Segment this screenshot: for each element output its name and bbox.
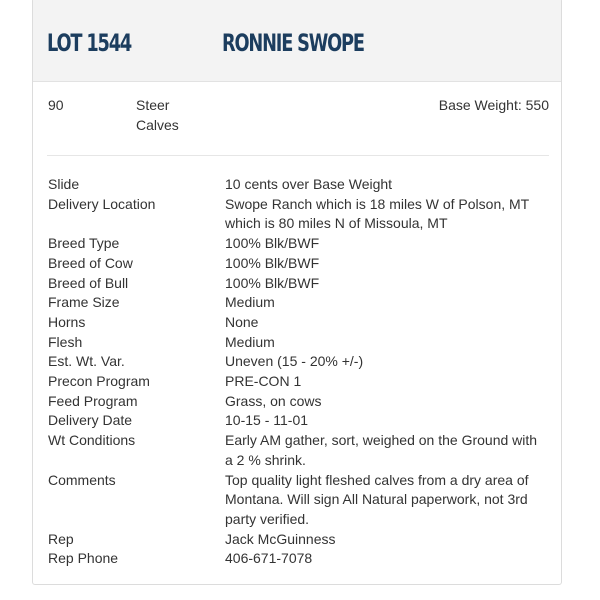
detail-value: 10-15 - 11-01 (225, 412, 309, 429)
detail-row-delivery-date (47, 411, 549, 431)
lot-card (32, 0, 562, 585)
detail-label: Breed of Cow (48, 254, 133, 271)
detail-label: Est. Wt. Var. (48, 353, 125, 370)
detail-row-frame-size (47, 293, 549, 313)
cattle-kind-line1: Steer (136, 97, 170, 113)
detail-value: Jack McGuinness (225, 530, 336, 547)
detail-label: Rep Phone (48, 550, 119, 567)
detail-label: Comments (48, 471, 116, 488)
detail-row-slide (47, 175, 549, 195)
cattle-kind (136, 95, 216, 135)
detail-row-precon-program (47, 372, 549, 392)
detail-row-breed-of-cow (47, 254, 549, 274)
detail-value: 406-671-7078 (225, 550, 313, 567)
detail-value: 10 cents over Base Weight (225, 176, 393, 192)
detail-row-feed-program (47, 392, 549, 412)
cattle-kind-line2: Calves (136, 117, 179, 133)
detail-row-comments (47, 471, 549, 530)
detail-label: Rep (48, 530, 74, 547)
detail-row-rep (47, 530, 549, 550)
detail-label: Feed Program (48, 392, 138, 409)
detail-row-horns (47, 313, 549, 333)
detail-value: 100% Blk/BWF (225, 254, 320, 271)
detail-label: Precon Program (48, 373, 150, 390)
detail-value: Swope Ranch which is 18 miles W of Polson, MT which is 80 miles N of Missoula, MT (225, 195, 529, 232)
seller-name: RONNIE SWOPE (222, 29, 364, 57)
detail-row-est-wt-var (47, 352, 549, 372)
detail-row-flesh (47, 333, 549, 353)
detail-label: Delivery Location (48, 195, 156, 212)
detail-label: Delivery Date (48, 412, 133, 429)
detail-label: Frame Size (48, 294, 120, 311)
lot-number: LOT 1544 (47, 29, 132, 57)
detail-row-wt-conditions (47, 431, 549, 470)
head-count: 90 (48, 97, 64, 113)
detail-label: Breed Type (48, 235, 120, 252)
detail-value: 100% Blk/BWF (225, 235, 320, 252)
detail-label: Slide (48, 176, 80, 192)
detail-label: Horns (48, 313, 86, 330)
lot-details (47, 175, 549, 569)
detail-value: Uneven (15 - 20% +/-) (225, 353, 364, 370)
base-weight: Base Weight: 550 (438, 97, 549, 113)
detail-value: Early AM gather, sort, weighed on the Ground with a 2 % shrink. (225, 432, 538, 468)
detail-value: None (225, 313, 259, 330)
divider (47, 155, 549, 156)
detail-row-delivery-location (47, 195, 549, 234)
detail-value: Grass, on cows (225, 392, 322, 409)
detail-label: Wt Conditions (48, 432, 136, 449)
detail-value: PRE-CON 1 (225, 373, 302, 390)
detail-label: Flesh (48, 333, 83, 350)
detail-value: Medium (225, 294, 275, 311)
lot-header (33, 0, 561, 82)
detail-value: Medium (225, 333, 275, 350)
detail-label: Breed of Bull (48, 274, 129, 291)
detail-row-breed-type (47, 234, 549, 254)
detail-row-rep-phone (47, 549, 549, 569)
lot-summary (47, 95, 549, 155)
detail-row-breed-of-bull (47, 274, 549, 294)
detail-value: 100% Blk/BWF (225, 274, 320, 291)
detail-value: Top quality light fleshed calves from a dry area of Montana. Will sign All Natural paperwork, not 3rd party verified. (225, 471, 529, 527)
